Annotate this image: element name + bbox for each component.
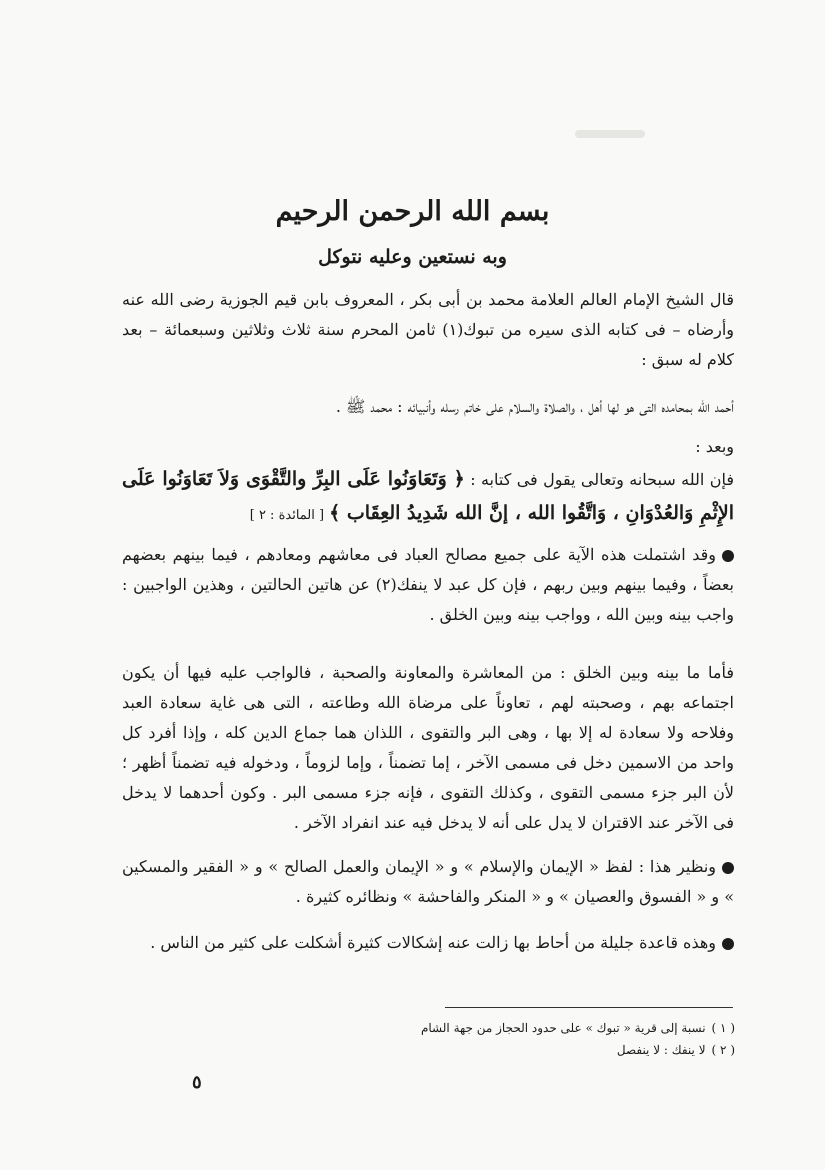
footnotes: [350, 1017, 735, 1061]
footnote-number: ( ١ ): [711, 1021, 735, 1035]
footnote-text: نسبة إلى قرية « تبوك » على حدود الحجاز من جهة الشام: [420, 1021, 706, 1035]
body-paragraph-1: [122, 540, 734, 630]
page-number: ٥: [192, 1072, 202, 1093]
praise-paragraph: أحمد الله بمحامده التى هو لها أهل ، والصلاة والسلام على خاتم رسله وأنبيائه : محمد ﷺ .: [335, 397, 734, 416]
intro-paragraph: قال الشيخ الإمام العالم العلامة محمد بن أبى بكر ، المعروف بابن قيم الجوزية رضى الله عنه وأرضاه – فى كتابه الذى سيره من تبوك(١) ثامن المحرم سنة ثلاث وثلاثين وسبعمائة – بعد كلام له سبق :: [122, 290, 735, 369]
footnote-item: [350, 1039, 735, 1061]
footnote-number: ( ٢ ): [711, 1043, 735, 1057]
body-paragraph-4-text: وهذه قاعدة جليلة من أحاط بها زالت عنه إشكالات كثيرة أشكلت على كثير من الناس .: [150, 933, 716, 952]
body-paragraph-3: [122, 852, 734, 912]
footnote-divider: [445, 1007, 733, 1008]
subtitle: وبه نستعين وعليه نتوكل: [318, 246, 507, 268]
bullet-icon: [722, 862, 734, 874]
wa-baad-line: وبعد :: [695, 437, 734, 456]
body-paragraph-2: فأما ما بينه وبين الخلق : من المعاشرة والمعاونة والصحبة ، فالواجب عليه فيها أن يكون اجتماعه بهم ، وصحبته لهم ، تعاوناً على مرضاة الله وطاعته ، التى هى غاية سعادة العبد وفلاحه ولا سعادة له إلا بها ، وهى البر والتقوى ، اللذان هما جماع الدين كله ، وإذا أفرد كل واحد من الاسمين دخل فى مسمى الآخر ، إما تضمناً ، وإما لزوماً ، ودخوله فيه تضمناً أظهر ؛ لأن البر جزء مسمى التقوى ، وكذلك التقوى ، فإنه جزء مسمى البر . وكون أحدهما لا يدخل فى الآخر عند الاقتران لا يدل على أنه لا يدخل فيه عند انفراد الآخر .: [122, 663, 734, 832]
bullet-icon: [722, 938, 734, 950]
body-paragraph-1-text: وقد اشتملت هذه الآية على جميع مصالح العباد فى معاشهم ومعادهم ، فيما بينهم بعضهم بعضاً ، وفيما بينهم وبين ربهم ، فإن كل عبد لا ينفك(٢) عن هاتين الحالتين ، وهذين الواجبين : واجب بينه وبين الله ، وواجب بينه وبين الخلق .: [122, 545, 734, 624]
verse-intro: فإن الله سبحانه وتعالى يقول فى كتابه :: [470, 470, 734, 489]
quran-verse: ﴿ وَتَعَاوَنُوا عَلَى البِرِّ والتَّقْوَى وَلاَ تَعَاوَنُوا عَلَى الإِثْمِ وَالعُدْوَانِ ، وَاتَّقُوا الله ، إنَّ الله شَدِيدُ العِقَاب ﴾: [122, 468, 734, 524]
body-paragraph-3-text: ونظير هذا : لفظ « الإيمان والإسلام » و « الإيمان والعمل الصالح » و « الفقير والمسكين » و « الفسوق والعصيان » و « المنكر والفاحشة » ونظائره كثيرة .: [122, 857, 734, 906]
verse-paragraph: [122, 462, 734, 531]
scan-smudge: [575, 130, 645, 138]
verse-reference: [ المائدة : ٢ ]: [249, 508, 325, 523]
body-paragraph-4: [122, 928, 734, 958]
bullet-icon: [722, 550, 734, 562]
footnote-item: [350, 1017, 735, 1039]
basmala-title: بسم الله الرحمن الرحيم: [275, 196, 550, 227]
footnote-text: لا ينفك : لا ينفصل: [616, 1043, 706, 1057]
